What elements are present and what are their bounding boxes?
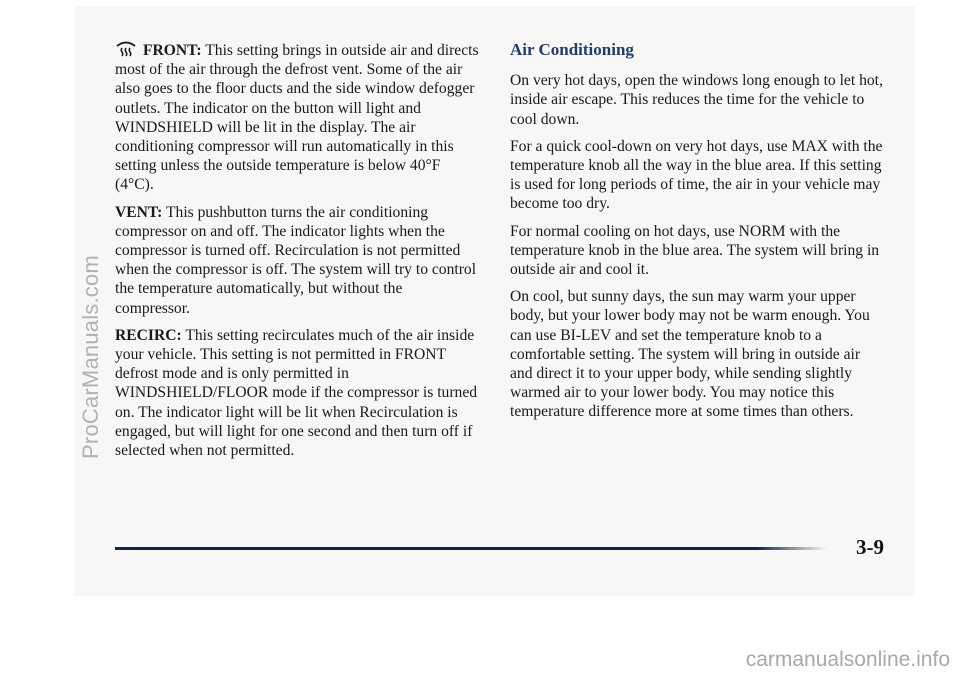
ac-paragraph-1: On very hot days, open the windows long enough to let hot, inside air escape. This reduces the time for the vehicle to cool down.: [510, 72, 883, 128]
recirc-label: RECIRC:: [115, 326, 182, 344]
front-text: This setting brings in outside air and directs most of the air through the defrost vent. Some of the air also goes to the floor ducts and the side window defogger outlets. The indicator on the button will light and WINDSHIELD will be lit in the display. The air conditioning compressor will run automatically in this setting unless the outside temperature is below 40°F (4°C).: [115, 42, 479, 194]
front-paragraph: [115, 40, 480, 195]
right-column: [510, 40, 885, 430]
air-conditioning-heading: Air Conditioning: [510, 40, 634, 59]
page-number: 3-9: [856, 535, 884, 559]
vent-label: VENT:: [115, 203, 163, 221]
ac-paragraph-4: On cool, but sunny days, the sun may warm your upper body, but your lower body may not be warm enough. You can use BI-LEV and set the temperature knob to a comfortable setting. The system will bring in outside air and direct it to your upper body, while sending slightly warmed air to your lower body. You may notice this temperature difference more at some times than others.: [510, 288, 870, 421]
bottom-watermark: carmanualsonline.info: [745, 648, 950, 671]
vent-paragraph: [115, 203, 480, 318]
vent-text: This pushbutton turns the air conditioning compressor on and off. The indicator lights when the compressor is turned off. Recirculation is not permitted when the compressor is off. The system will try to control the temperature automatically, but without the compressor.: [115, 203, 477, 317]
ac-paragraph-3: For normal cooling on hot days, use NORM with the temperature knob in the blue area. The system will bring in outside air and cool it.: [510, 222, 880, 279]
side-watermark: ProCarManuals.com: [78, 255, 103, 459]
recirc-paragraph: [115, 326, 480, 460]
defrost-vent-icon: [115, 40, 137, 58]
left-column: [115, 40, 480, 468]
recirc-text: This setting recirculates much of the air inside your vehicle. This setting is not permitted in FRONT defrost mode and is only permitted in WINDSHIELD/FLOOR mode if the compressor is turned on. The indicator light will be lit when Recirculation is engaged, but will light for one second and then turn off if selected when not permitted.: [115, 326, 478, 460]
footer-rule: [115, 547, 827, 550]
front-label: FRONT:: [143, 42, 202, 59]
ac-paragraph-2: For a quick cool-down on very hot days, use MAX with the temperature knob all the way in the blue area. If this setting is used for long periods of time, the air in your vehicle may become too dry.: [510, 137, 883, 213]
